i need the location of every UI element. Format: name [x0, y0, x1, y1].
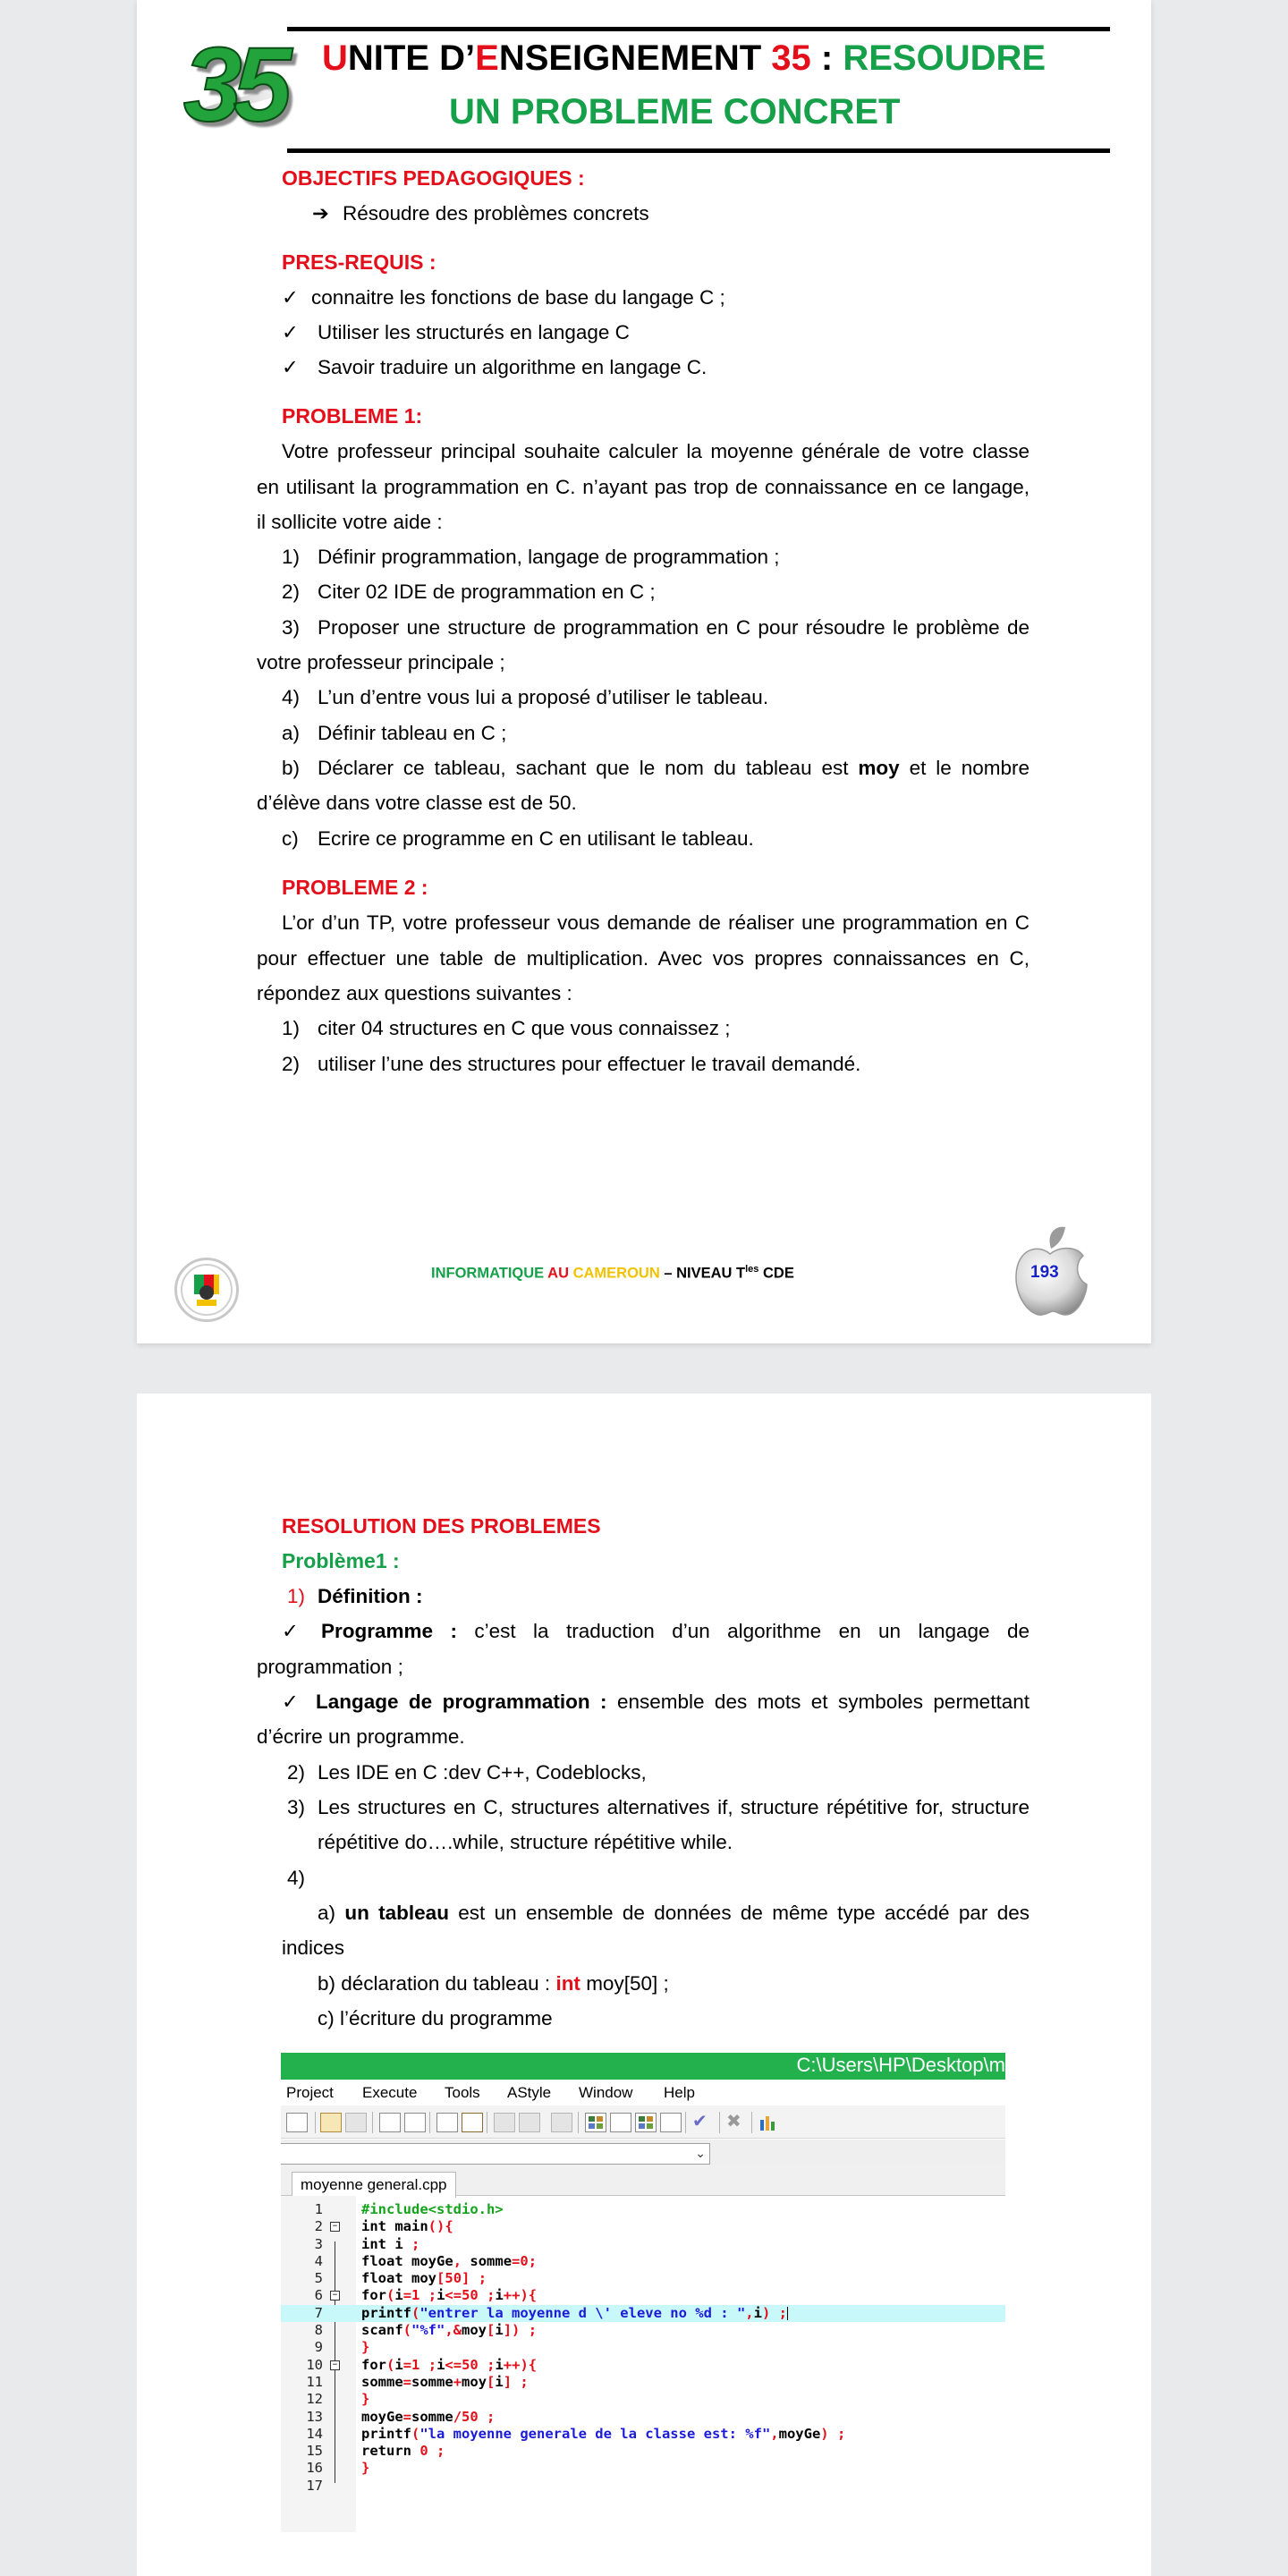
find-icon[interactable]: [379, 2113, 401, 2132]
window-icon[interactable]: [610, 2113, 631, 2132]
code-line: 15 return 0 ;: [306, 2443, 445, 2460]
page-2: [137, 1394, 1151, 2576]
code-line-current: 7 printf("entrer la moyenne d \' eleve no %d : ",i) ;: [281, 2305, 1005, 2322]
probleme1-intro-line: en utilisant la programmation en C. n’ayant pas trop de connaissance en ce langage,: [257, 476, 1030, 498]
ide-screenshot: [281, 2053, 1005, 2532]
question-text: Déclarer ce tableau, sachant que le nom du tableau est moy et le nombre: [318, 757, 1030, 779]
answer-b: b) déclaration du tableau : int moy[50] ;: [318, 1972, 669, 1995]
question-text-cont: votre professeur principale ;: [257, 651, 505, 674]
code-line: 8 scanf("%f",&moy[i]) ;: [314, 2322, 538, 2339]
question-number: c): [282, 827, 299, 850]
toolbar-separator: [685, 2112, 686, 2133]
debug-icon[interactable]: [551, 2113, 572, 2132]
header-bottom-rule: [287, 148, 1110, 153]
check-icon: ✓: [282, 356, 299, 378]
probleme2-intro-line: pour effectuer une table de multiplication. Avec vos propres connaissances en C,: [257, 947, 1030, 970]
question-text: L’un d’entre vous lui a proposé d’utiliser le tableau.: [318, 686, 769, 708]
question-text: Ecrire ce programme en C en utilisant le tableau.: [318, 827, 754, 850]
item-text-cont: répétitive do….while, structure répétitive while.: [318, 1831, 733, 1853]
check-icon: ✓: [282, 1690, 299, 1713]
prerequis-item: connaitre les fonctions de base du langage C ;: [311, 286, 725, 309]
probleme1-heading: PROBLEME 1:: [282, 404, 423, 428]
code-line: 2 − int main(){: [314, 2218, 453, 2235]
question-number: 3): [282, 616, 301, 639]
item-text: Les IDE en C :dev C++, Codeblocks,: [318, 1761, 647, 1784]
question-text: Proposer une structure de programmation en C pour résoudre le problème de: [318, 616, 1030, 639]
probleme1-intro-line: Votre professeur principal souhaite calculer la moyenne générale de votre classe: [282, 440, 1030, 462]
objectifs-arrow-icon: ➔: [312, 202, 329, 225]
objectifs-item: Résoudre des problèmes concrets: [343, 202, 649, 225]
code-line: 12 }: [306, 2391, 370, 2408]
menu-tools[interactable]: Tools: [445, 2084, 480, 2101]
toolbar-separator: [429, 2112, 430, 2133]
ide-menu-bar: [281, 2081, 1005, 2105]
menu-help[interactable]: Help: [664, 2084, 695, 2101]
question-number: a): [282, 722, 301, 744]
code-line: 10 − for(i=1 ;i<=50 ;i++){: [306, 2356, 538, 2373]
compile-icon[interactable]: [436, 2113, 458, 2132]
fold-toggle-icon[interactable]: −: [330, 2360, 340, 2370]
header-top-rule: [287, 27, 1110, 31]
code-line: 1 #include<stdio.h>: [314, 2201, 504, 2217]
question-number: 2): [282, 580, 301, 603]
resolution-subheading: Problème1 :: [282, 1549, 400, 1572]
close-icon[interactable]: ✖: [726, 2112, 741, 2131]
item-number: 1): [287, 1585, 306, 1607]
code-line: 16 }: [306, 2460, 370, 2477]
check-icon: ✓: [282, 321, 299, 343]
menu-window[interactable]: Window: [579, 2084, 633, 2101]
answer-a: a) un tableau est un ensemble de données de même type accédé par des: [318, 1902, 1030, 1924]
print-icon[interactable]: [286, 2113, 308, 2132]
definition-programme: Programme : c’est la traduction d’un algorithme en un langage de: [321, 1620, 1030, 1642]
question-text: citer 04 structures en C que vous connaissez ;: [318, 1017, 731, 1039]
tab-moyenne-general[interactable]: moyenne general.cpp: [292, 2172, 456, 2198]
code-line: 14 printf("la moyenne generale de la classe est: %f",moyGe) ;: [306, 2425, 846, 2442]
ide-function-combo: [281, 2140, 1005, 2166]
code-line: 3 int i ;: [314, 2235, 420, 2252]
code-editor[interactable]: [281, 2201, 1005, 2495]
answer-c: c) l’écriture du programme: [318, 2007, 553, 2029]
tiles-icon[interactable]: [660, 2113, 682, 2132]
ide-title-bar: C:\Users\HP\Desktop\m: [281, 2053, 1005, 2080]
fold-toggle-icon[interactable]: −: [330, 2291, 340, 2301]
chart-icon[interactable]: [758, 2113, 778, 2131]
prerequis-item: Utiliser les structurés en langage C: [318, 321, 630, 343]
page-number: 193: [1030, 1263, 1059, 1282]
school-logo: [174, 1258, 239, 1322]
prerequis-heading: PRES-REQUIS :: [282, 250, 436, 274]
toolbar-separator: [719, 2112, 720, 2133]
answer-a-cont: indices: [282, 1936, 345, 1959]
panels-icon[interactable]: [635, 2113, 657, 2132]
toolbar-separator: [315, 2112, 316, 2133]
probleme2-intro-line: répondez aux questions suivantes :: [257, 982, 572, 1004]
probleme1-intro-line: il sollicite votre aide :: [257, 511, 443, 533]
question-number: 1): [282, 546, 301, 568]
menu-project[interactable]: Project: [286, 2084, 334, 2101]
probleme2-intro-line: L’or d’un TP, votre professeur vous demande de réaliser une programmation en C: [282, 911, 1030, 934]
item-number: 4): [287, 1867, 306, 1889]
page-1: [137, 0, 1151, 1343]
ide-tab-bar: [281, 2166, 1005, 2196]
code-line: 17: [306, 2477, 323, 2494]
undo-icon[interactable]: [320, 2113, 342, 2132]
unit-number: 35: [183, 26, 284, 144]
function-dropdown[interactable]: [281, 2143, 710, 2165]
check-icon: ✓: [282, 1620, 299, 1642]
definition-label: Définition :: [318, 1585, 423, 1607]
footer-text: INFORMATIQUE AU CAMEROUN – NIVEAU $T^{les}$ CDE: [431, 1264, 794, 1282]
prerequis-item: Savoir traduire un algorithme en langage C.: [318, 356, 708, 378]
toolbar-separator: [578, 2112, 579, 2133]
layout-grid-icon[interactable]: [585, 2113, 606, 2132]
definition-programme-cont: programmation ;: [257, 1656, 403, 1678]
toolbar-separator: [751, 2112, 752, 2133]
menu-astyle[interactable]: AStyle: [507, 2084, 552, 2101]
item-text: Les structures en C, structures alternatives if, structure répétitive for, structure: [318, 1796, 1030, 1818]
item-number: 2): [287, 1761, 306, 1784]
code-line: 9 }: [314, 2339, 370, 2356]
question-number: b): [282, 757, 301, 779]
code-line: 11 somme=somme+moy[i] ;: [306, 2373, 529, 2390]
back-icon[interactable]: [494, 2113, 515, 2132]
question-text-cont: d’élève dans votre classe est de 50.: [257, 792, 577, 814]
question-text: Définir tableau en C ;: [318, 722, 507, 744]
question-text: utiliser l’une des structures pour effectuer le travail demandé.: [318, 1053, 861, 1075]
menu-execute[interactable]: Execute: [362, 2084, 418, 2101]
code-line: 5 float moy[50] ;: [314, 2270, 487, 2287]
code-line: 4 float moyGe, somme=0;: [314, 2252, 538, 2269]
question-text: Citer 02 IDE de programmation en C ;: [318, 580, 656, 603]
question-number: 4): [282, 686, 301, 708]
replace-icon[interactable]: [404, 2113, 426, 2132]
definition-langage-cont: d’écrire un programme.: [257, 1725, 465, 1748]
redo-icon[interactable]: [345, 2113, 367, 2132]
resolution-heading: RESOLUTION DES PROBLEMES: [282, 1514, 601, 1538]
forward-icon[interactable]: [519, 2113, 540, 2132]
probleme2-heading: PROBLEME 2 :: [282, 876, 428, 899]
question-number: 1): [282, 1017, 301, 1039]
objectifs-heading: OBJECTIFS PEDAGOGIQUES :: [282, 166, 585, 190]
question-number: 2): [282, 1053, 301, 1075]
unit-title-line-2: UN PROBLEME CONCRET: [449, 92, 901, 131]
array-name: moy: [858, 757, 900, 779]
fold-toggle-icon[interactable]: −: [330, 2222, 340, 2232]
question-text: Définir programmation, langage de programmation ;: [318, 546, 780, 568]
ide-toolbar: [281, 2106, 1005, 2139]
unit-title-line-1: UNITE D’ENSEIGNEMENT 35 : RESOUDRE: [322, 38, 1046, 78]
check-syntax-icon[interactable]: ✔: [692, 2112, 708, 2131]
chevron-down-icon: ⌄: [695, 2146, 706, 2160]
toolbar-separator: [372, 2112, 373, 2133]
definition-langage: Langage de programmation : ensemble des mots et symboles permettant: [316, 1690, 1030, 1713]
item-number: 3): [287, 1796, 306, 1818]
check-icon: ✓: [282, 286, 299, 309]
code-line: 6 − for(i=1 ;i<=50 ;i++){: [314, 2287, 538, 2304]
code-line: 13 moyGe=somme/50 ;: [306, 2408, 496, 2425]
run-icon[interactable]: [462, 2113, 483, 2132]
